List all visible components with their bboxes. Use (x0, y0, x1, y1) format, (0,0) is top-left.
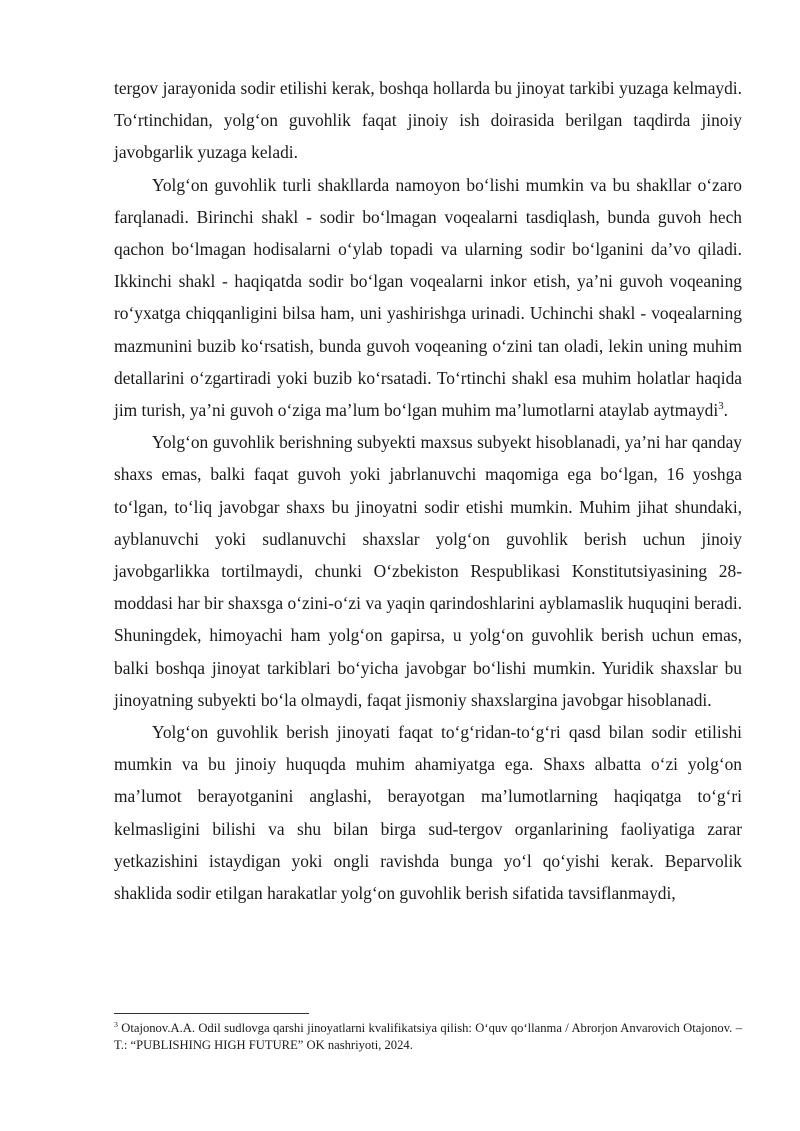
footnote-text: Otajonov.A.A. Odil sudlovga qarshi jinoyatlarni kvalifikatsiya qilish: O‘quv qo‘llanma / Abrorjon Anvarovich Otajonov. – T.: “PUBLISHING HIGH FUTURE” OK nashriyoti, 2024. (114, 1021, 742, 1052)
paragraph-2 (114, 169, 742, 427)
paragraph-1: tergov jarayonida sodir etilishi kerak, boshqa hollarda bu jinoyat tarkibi yuzaga kelmaydi. To‘rtinchidan, yolg‘on guvohlik faqat jinoiy ish doirasida berilgan taqdirda jinoiy javobgarlik yuzaga keladi. (114, 78, 742, 163)
footnote-separator (114, 1013, 309, 1014)
footnote-reference[interactable]: 3 (718, 400, 724, 413)
paragraph-4: Yolg‘on guvohlik berish jinoyati faqat to‘g‘ridan-to‘g‘ri qasd bilan sodir etilishi mumkin va bu jinoiy huquqda muhim ahamiyatga ega. Shaxs albatta o‘zi yolg‘on ma’lumot berayotganini anglashi, berayotgan ma’lumotlarning haqiqatga to‘g‘ri kelmasligini bilishi va shu bilan birga sud-tergov organlarining faoliyatiga zarar yetkazishini istaydigan yoki ongli ravishda bunga yo‘l qo‘yishi kerak. Beparvolik shaklida sodir etilgan harakatlar yolg‘on guvohlik berish sifatida tavsiflanmaydi, (114, 722, 742, 904)
footnote-area (114, 1013, 742, 1054)
paragraph-3: Yolg‘on guvohlik berishning subyekti maxsus subyekt hisoblanadi, ya’ni har qanday shaxs emas, balki faqat guvoh yoki jabrlanuvchi maqomiga ega bo‘lgan, 16 yoshga to‘lgan, to‘liq javobgar shaxs bu jinoyatni sodir etishi mumkin. Muhim jihat shundaki, ayblanuvchi yoki sudlanuvchi shaxslar yolg‘on guvohlik berish uchun jinoiy javobgarlikka tortilmaydi, chunki O‘zbekiston Respublikasi Konstitutsiyasining 28-moddasi har bir shaxsga o‘zini-o‘zi va yaqin qarindoshlarini ayblamaslik huquqini beradi. Shuningdek, himoyachi ham yolg‘on gapirsa, u yolg‘on guvohlik berish uchun emas, balki boshqa jinoyat tarkiblari bo‘yicha javobgar bo‘lishi mumkin. Yuridik shaxslar bu jinoyatning subyekti bo‘la olmaydi, faqat jismoniy shaxslargina javobgar hisoblanadi. (114, 432, 742, 710)
footnote (114, 1020, 742, 1054)
paragraph-2-end: . (723, 400, 728, 421)
paragraph-2-text: Yolg‘on guvohlik turli shakllarda namoyon bo‘lishi mumkin va bu shakllar o‘zaro farqlanadi. Birinchi shakl - sodir bo‘lmagan voqealarni tasdiqlash, bunda guvoh hech qachon bo‘lmagan hodisalarni o‘ylab topadi va ularning sodir bo‘lganini da’vo qiladi. Ikkinchi shakl - haqiqatda sodir bo‘lgan voqealarni inkor etish, ya’ni guvoh voqeaning ro‘yxatga chiqqanligini bilsa ham, uni yashirishga urinadi. Uchinchi shakl - voqealarning mazmunini buzib ko‘rsatish, bunda guvoh voqeaning o‘zini tan oladi, lekin uning muhim detallarini o‘zgartiradi yoki buzib ko‘rsatadi. To‘rtinchi shakl esa muhim holatlar haqida jim turish, ya’ni guvoh o‘ziga ma’lum bo‘lgan muhim ma’lumotlarni ataylab aytmaydi (114, 174, 742, 421)
footnote-number: 3 (114, 1019, 118, 1029)
document-body (114, 72, 742, 909)
